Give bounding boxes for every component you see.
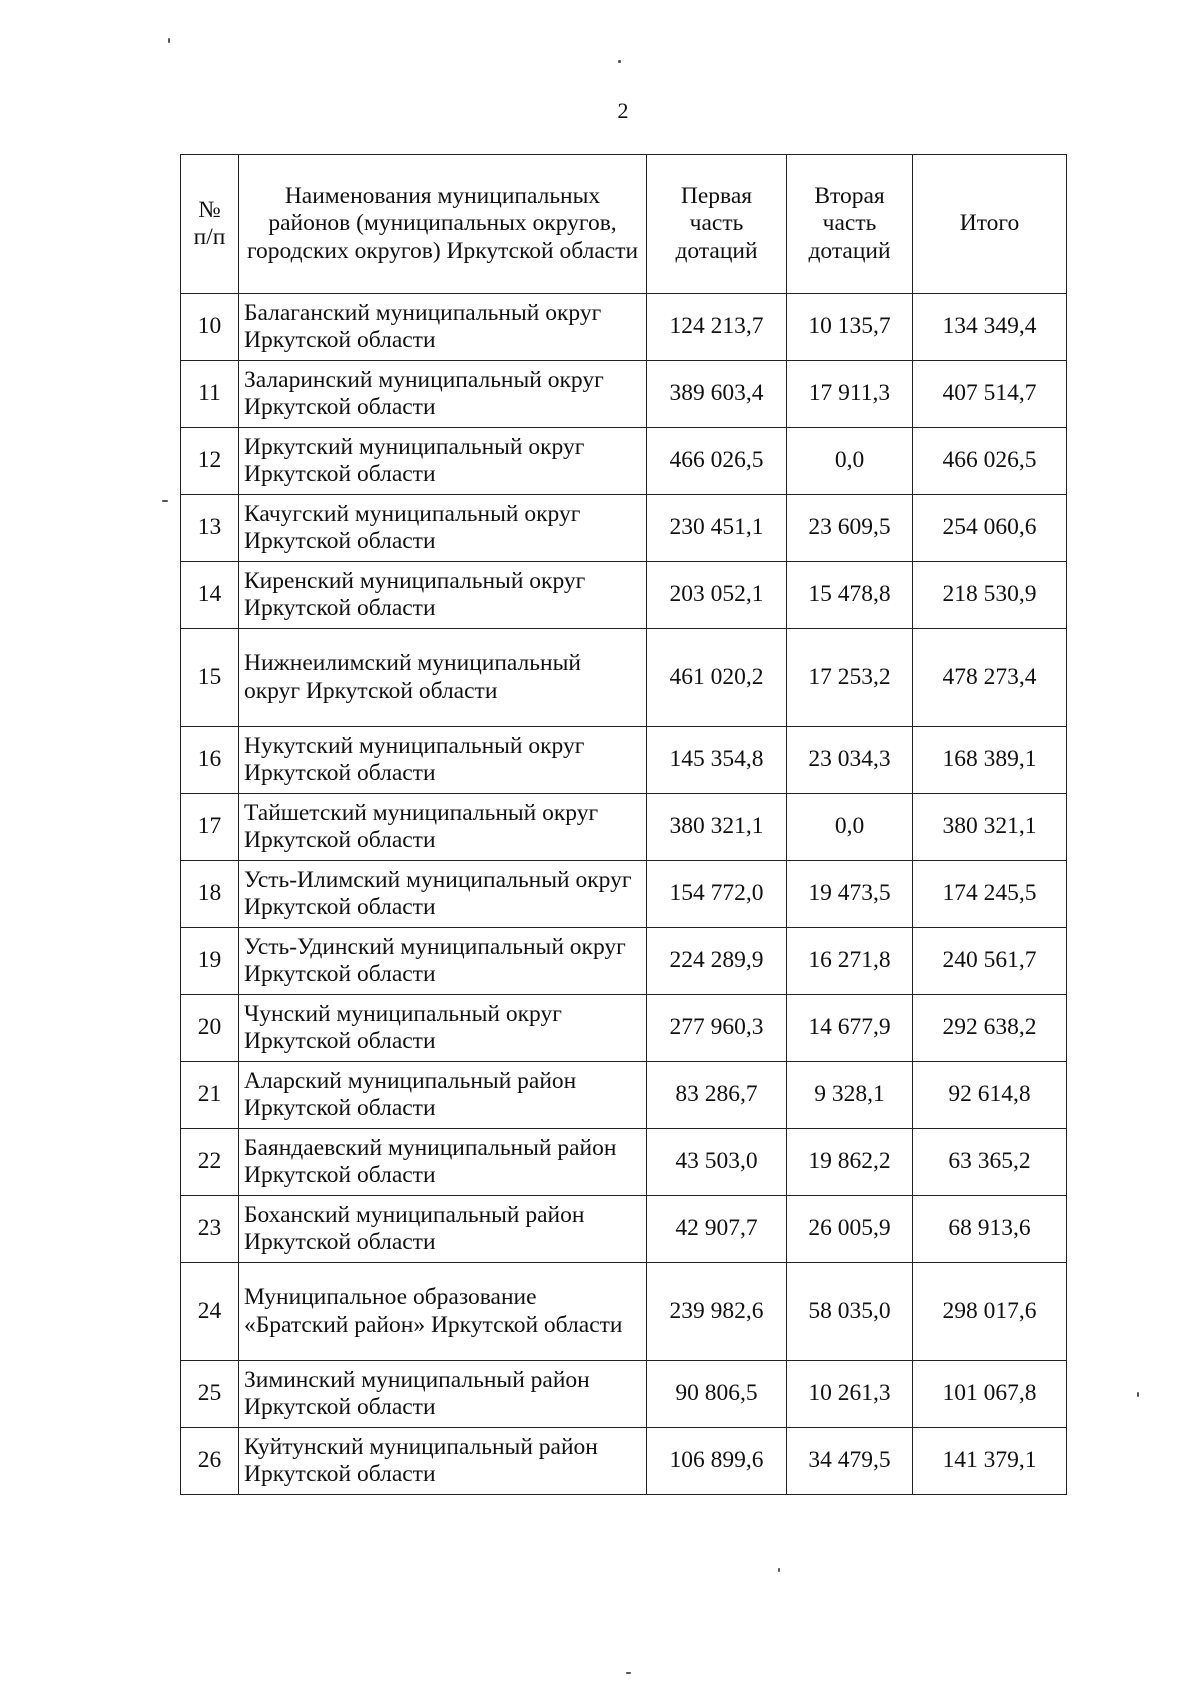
row-name: Баяндаевский муниципальный район Иркутской области: [239, 1129, 647, 1196]
row-total: 174 245,5: [913, 861, 1067, 928]
header-name: Наименования муниципальных районов (муниципальных округов, городских округов) Иркутской области: [239, 155, 647, 294]
row-name: Аларский муниципальный район Иркутской области: [239, 1062, 647, 1129]
table-row: [181, 727, 1067, 794]
table-row: [181, 1428, 1067, 1495]
row-second-part: 16 271,8: [787, 928, 913, 995]
table-row: [181, 629, 1067, 727]
row-name: Куйтунский муниципальный район Иркутской области: [239, 1428, 647, 1495]
row-first-part: 380 321,1: [647, 794, 787, 861]
row-number: 10: [181, 294, 239, 361]
header-first-part: Первая часть дотаций: [647, 155, 787, 294]
row-number: 11: [181, 361, 239, 428]
row-total: 380 321,1: [913, 794, 1067, 861]
row-second-part: 26 005,9: [787, 1196, 913, 1263]
row-second-part: 23 609,5: [787, 495, 913, 562]
row-total: 92 614,8: [913, 1062, 1067, 1129]
row-total: 63 365,2: [913, 1129, 1067, 1196]
header-number: № п/п: [181, 155, 239, 294]
table-row: [181, 495, 1067, 562]
row-first-part: 224 289,9: [647, 928, 787, 995]
row-total: 134 349,4: [913, 294, 1067, 361]
row-name: Муниципальное образование «Братский район» Иркутской области: [239, 1263, 647, 1361]
row-total: 466 026,5: [913, 428, 1067, 495]
row-first-part: 461 020,2: [647, 629, 787, 727]
row-second-part: 9 328,1: [787, 1062, 913, 1129]
table-row: [181, 995, 1067, 1062]
table-row: [181, 1062, 1067, 1129]
row-first-part: 43 503,0: [647, 1129, 787, 1196]
row-first-part: 389 603,4: [647, 361, 787, 428]
row-total: 407 514,7: [913, 361, 1067, 428]
row-number: 24: [181, 1263, 239, 1361]
row-second-part: 58 035,0: [787, 1263, 913, 1361]
header-total: Итого: [913, 155, 1067, 294]
row-name: Балаганский муниципальный округ Иркутской области: [239, 294, 647, 361]
row-name: Заларинский муниципальный округ Иркутской области: [239, 361, 647, 428]
row-second-part: 0,0: [787, 428, 913, 495]
row-total: 168 389,1: [913, 727, 1067, 794]
row-first-part: 106 899,6: [647, 1428, 787, 1495]
row-total: 101 067,8: [913, 1361, 1067, 1428]
row-second-part: 17 911,3: [787, 361, 913, 428]
row-first-part: 277 960,3: [647, 995, 787, 1062]
table-row: [181, 428, 1067, 495]
row-number: 26: [181, 1428, 239, 1495]
row-total: 254 060,6: [913, 495, 1067, 562]
row-first-part: 203 052,1: [647, 562, 787, 629]
table-row: [181, 928, 1067, 995]
row-name: Иркутский муниципальный округ Иркутской области: [239, 428, 647, 495]
row-name: Тайшетский муниципальный округ Иркутской области: [239, 794, 647, 861]
row-name: Усть-Удинский муниципальный округ Иркутской области: [239, 928, 647, 995]
row-name: Киренский муниципальный округ Иркутской области: [239, 562, 647, 629]
table-row: [181, 794, 1067, 861]
row-second-part: 10 261,3: [787, 1361, 913, 1428]
row-first-part: 90 806,5: [647, 1361, 787, 1428]
row-second-part: 19 473,5: [787, 861, 913, 928]
row-number: 20: [181, 995, 239, 1062]
row-total: 298 017,6: [913, 1263, 1067, 1361]
row-first-part: 42 907,7: [647, 1196, 787, 1263]
row-second-part: 19 862,2: [787, 1129, 913, 1196]
dotation-table: [180, 154, 1067, 1495]
row-second-part: 0,0: [787, 794, 913, 861]
row-second-part: 14 677,9: [787, 995, 913, 1062]
table-row: [181, 861, 1067, 928]
row-first-part: 466 026,5: [647, 428, 787, 495]
row-number: 25: [181, 1361, 239, 1428]
row-second-part: 23 034,3: [787, 727, 913, 794]
table-row: [181, 562, 1067, 629]
table-row: [181, 294, 1067, 361]
row-total: 240 561,7: [913, 928, 1067, 995]
row-total: 478 273,4: [913, 629, 1067, 727]
row-first-part: 124 213,7: [647, 294, 787, 361]
row-number: 19: [181, 928, 239, 995]
row-name: Нукутский муниципальный округ Иркутской области: [239, 727, 647, 794]
row-name: Чунский муниципальный округ Иркутской области: [239, 995, 647, 1062]
row-first-part: 230 451,1: [647, 495, 787, 562]
table-row: [181, 1361, 1067, 1428]
table-row: [181, 1196, 1067, 1263]
row-total: 218 530,9: [913, 562, 1067, 629]
row-second-part: 10 135,7: [787, 294, 913, 361]
row-total: 141 379,1: [913, 1428, 1067, 1495]
row-first-part: 145 354,8: [647, 727, 787, 794]
row-name: Зиминский муниципальный район Иркутской области: [239, 1361, 647, 1428]
row-name: Усть-Илимский муниципальный округ Иркутской области: [239, 861, 647, 928]
row-total: 68 913,6: [913, 1196, 1067, 1263]
table-row: [181, 1129, 1067, 1196]
row-number: 14: [181, 562, 239, 629]
table-body: [181, 294, 1067, 1495]
row-number: 23: [181, 1196, 239, 1263]
row-number: 18: [181, 861, 239, 928]
row-number: 15: [181, 629, 239, 727]
row-number: 17: [181, 794, 239, 861]
row-number: 12: [181, 428, 239, 495]
header-second-part: Вторая часть дотаций: [787, 155, 913, 294]
row-second-part: 17 253,2: [787, 629, 913, 727]
row-first-part: 239 982,6: [647, 1263, 787, 1361]
row-second-part: 15 478,8: [787, 562, 913, 629]
row-number: 22: [181, 1129, 239, 1196]
row-number: 13: [181, 495, 239, 562]
row-number: 21: [181, 1062, 239, 1129]
row-first-part: 154 772,0: [647, 861, 787, 928]
table-row: [181, 361, 1067, 428]
row-name: Нижнеилимский муниципальный округ Иркутской области: [239, 629, 647, 727]
row-total: 292 638,2: [913, 995, 1067, 1062]
row-name: Качугский муниципальный округ Иркутской области: [239, 495, 647, 562]
row-first-part: 83 286,7: [647, 1062, 787, 1129]
row-name: Боханский муниципальный район Иркутской области: [239, 1196, 647, 1263]
row-number: 16: [181, 727, 239, 794]
table-header-row: [181, 155, 1067, 294]
table-row: [181, 1263, 1067, 1361]
page-number: 2: [617, 98, 629, 123]
row-second-part: 34 479,5: [787, 1428, 913, 1495]
